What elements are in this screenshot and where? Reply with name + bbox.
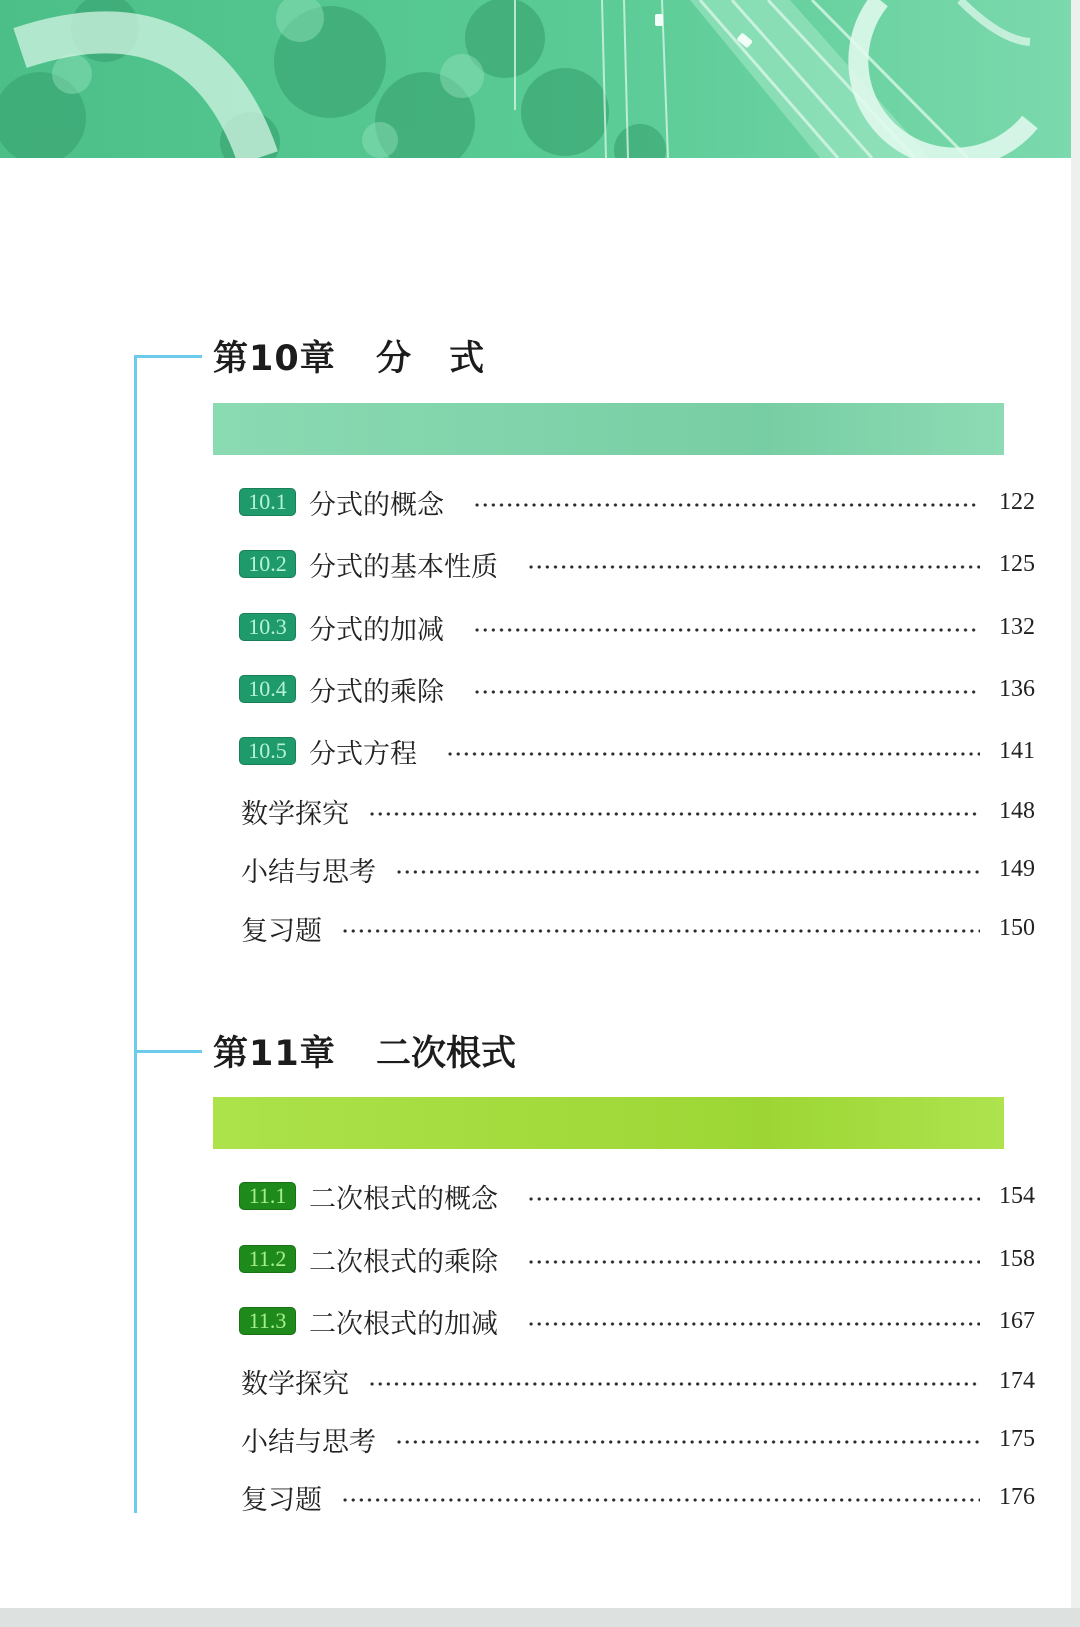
chapter-title: 分 式 — [376, 339, 485, 379]
dot-leader — [368, 1381, 980, 1387]
toc-entry — [241, 851, 1035, 887]
dot-leader — [446, 751, 980, 757]
page-number: 175 — [999, 1425, 1035, 1452]
entry-title: 复习题 — [241, 1484, 322, 1516]
section-badge: 10.4 — [239, 675, 296, 703]
page-number: 141 — [999, 737, 1035, 764]
chapter-10-color-bar — [213, 403, 1004, 455]
chapter-number: 第10章 — [213, 339, 336, 379]
page-number: 154 — [999, 1182, 1035, 1209]
dot-leader — [368, 811, 980, 817]
toc-entry — [241, 1363, 1035, 1399]
entry-title: 数学探究 — [241, 798, 349, 830]
page-number: 149 — [999, 855, 1035, 882]
entry-title: 复习题 — [241, 915, 322, 947]
page-edge-shadow — [1071, 0, 1080, 1627]
page-number: 132 — [999, 613, 1035, 640]
toc-entry — [239, 1178, 1035, 1214]
chapter-11-connector-line — [134, 1050, 202, 1053]
entry-title: 小结与思考 — [241, 856, 376, 888]
entry-title: 二次根式的概念 — [309, 1183, 498, 1215]
page-number: 148 — [999, 797, 1035, 824]
entry-title: 分式的概念 — [309, 489, 444, 521]
entry-title: 二次根式的加减 — [309, 1308, 498, 1340]
entry-title: 二次根式的乘除 — [309, 1246, 498, 1278]
entry-title: 分式的基本性质 — [309, 551, 498, 583]
entry-title: 分式方程 — [309, 738, 417, 770]
chapter-10-heading — [213, 334, 484, 378]
dot-leader — [341, 1497, 980, 1503]
toc-entry — [239, 671, 1035, 707]
page-number: 136 — [999, 675, 1035, 702]
page-number: 176 — [999, 1483, 1035, 1510]
dot-leader — [473, 627, 980, 633]
entry-title: 分式的加减 — [309, 614, 444, 646]
page-number: 125 — [999, 550, 1035, 577]
section-badge: 11.1 — [239, 1182, 296, 1210]
page-number: 167 — [999, 1307, 1035, 1334]
dot-leader — [527, 1196, 980, 1202]
toc-entry — [241, 1479, 1035, 1515]
chapter-10-connector-line — [134, 355, 202, 358]
toc-entry — [241, 1421, 1035, 1457]
page-number: 158 — [999, 1245, 1035, 1272]
entry-title: 分式的乘除 — [309, 676, 444, 708]
chapter-number: 第11章 — [213, 1034, 336, 1074]
page-number: 150 — [999, 914, 1035, 941]
section-badge: 10.1 — [239, 488, 296, 516]
timeline-line — [134, 355, 137, 1513]
chapter-11-color-bar — [213, 1097, 1004, 1149]
page-bottom-edge — [0, 1608, 1080, 1627]
section-badge: 10.5 — [239, 737, 296, 765]
chapter-title: 二次根式 — [376, 1034, 517, 1074]
dot-leader — [395, 1439, 980, 1445]
entry-title: 小结与思考 — [241, 1426, 376, 1458]
section-badge: 10.2 — [239, 550, 296, 578]
toc-entry — [239, 546, 1035, 582]
dot-leader — [473, 689, 980, 695]
toc-entry — [239, 484, 1035, 520]
dot-leader — [527, 1321, 980, 1327]
toc-entry — [239, 609, 1035, 645]
dot-leader — [473, 502, 980, 508]
dot-leader — [527, 564, 980, 570]
dot-leader — [341, 928, 980, 934]
section-badge: 11.3 — [239, 1307, 296, 1335]
section-badge: 10.3 — [239, 613, 296, 641]
toc-entry — [239, 1241, 1035, 1277]
dot-leader — [527, 1259, 980, 1265]
section-badge: 11.2 — [239, 1245, 296, 1273]
dot-leader — [395, 869, 980, 875]
toc-entry — [241, 910, 1035, 946]
toc-entry — [239, 733, 1035, 769]
toc-entry — [241, 793, 1035, 829]
toc-entry — [239, 1303, 1035, 1339]
chapter-11-heading — [213, 1029, 516, 1073]
banner-image — [0, 0, 1071, 158]
page-number: 174 — [999, 1367, 1035, 1394]
entry-title: 数学探究 — [241, 1368, 349, 1400]
page-number: 122 — [999, 488, 1035, 515]
